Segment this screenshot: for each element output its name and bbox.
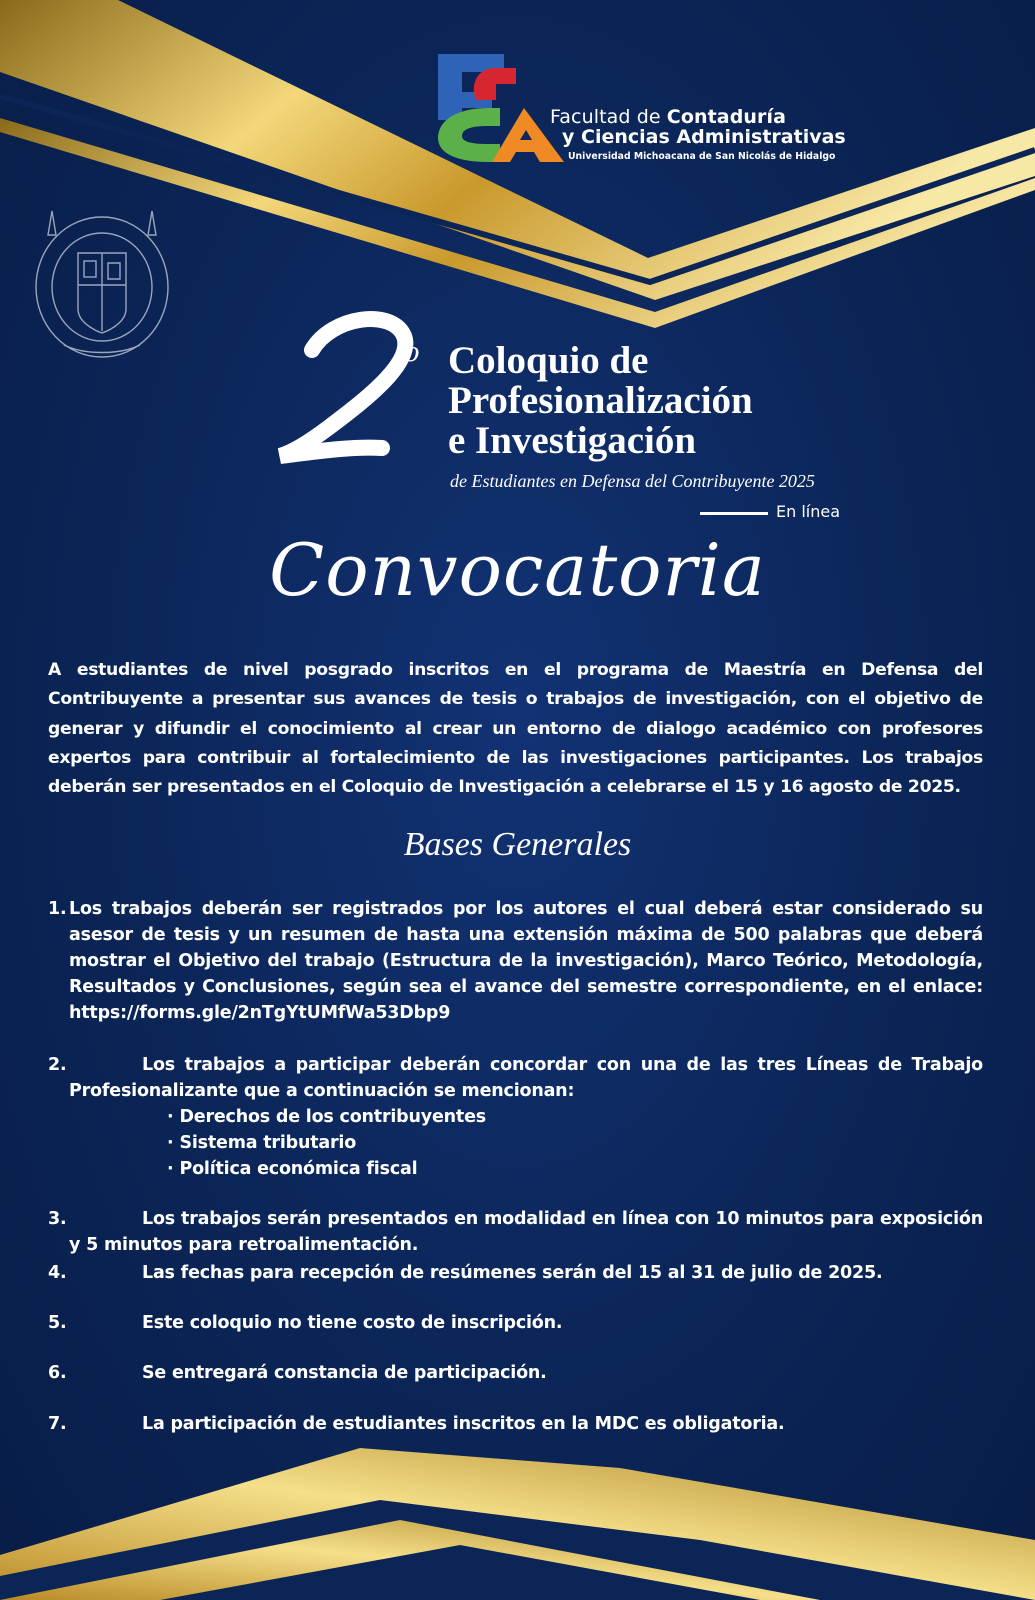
- university-name: Universidad Michoacana de San Nicolás de Hidalgo: [568, 151, 836, 162]
- divider: [700, 512, 768, 515]
- list-item: 1. Los trabajos deberán ser registrados por los autores el cual deberá estar considerado su asesor de tesis y un resumen de hasta una extensión máxima de 500 palabras que deberá mostrar el Objetivo del trabajo (Estructura de la investigación), Marco Teórico, Metodología, Resultados y Conclusiones, según sea el avance del semestre correspondiente, en el enlace: https://forms.gle/2nTgYtUMfWa53Dbp9: [48, 896, 983, 1026]
- section-title: Bases Generales: [403, 826, 632, 863]
- work-lines-list: [167, 1104, 983, 1182]
- fcca-logo-icon: [436, 52, 564, 164]
- list-item-text: Se entregará constancia de participación.: [142, 1363, 547, 1383]
- page-title: Convocatoria: [269, 528, 766, 612]
- work-line: · Sistema tributario: [167, 1130, 983, 1156]
- event-subtitle: de Estudiantes en Defensa del Contribuyente 2025: [450, 471, 815, 491]
- faculty-name-line2: y Ciencias Administrativas: [562, 126, 846, 148]
- modality-label: En línea: [776, 502, 841, 521]
- event-title-line2: Profesionalización: [448, 379, 753, 422]
- ordinal-indicator: o: [404, 338, 420, 368]
- work-line: · Derechos de los contribuyentes: [167, 1104, 983, 1130]
- list-item: 3. Los trabajos serán presentados en modalidad en línea con 10 minutos para exposición y 5 minutos para retroalimentación.: [48, 1209, 983, 1255]
- faculty-name-line1: Facultad de Contaduría: [550, 106, 787, 128]
- list-item-text: Los trabajos serán presentados en modalidad en línea con 10 minutos para exposición y 5 minutos para retroalimentación.: [69, 1209, 983, 1255]
- list-item-text: Los trabajos deberán ser registrados por los autores el cual deberá estar considerado su asesor de tesis y un resumen de hasta una extensión máxima de 500 palabras que deberá mostrar el Objetivo del trabajo (Estructura de la investigación), Marco Teórico, Metodología, Resultados y Conclusiones, según sea el avance del semestre correspondiente, en el enlace: https://forms.gle/2nTgYtUMfWa53Dbp9: [69, 899, 983, 1023]
- work-line: · Política económica fiscal: [167, 1156, 983, 1182]
- university-seal-icon: [28, 205, 176, 363]
- poster: Facultad de Contaduría y Ciencias Administrativas Universidad Michoacana de San Nicolás de Hidalgo o Coloquio de Profesionalización e Investigación de Estudiantes en Defensa del Contribuyente 2025 En línea Convocatoria A estudiantes de nivel posgrado inscritos en el programa de Maestría en Defensa del Contribuyente a presentar sus avances de tesis o trabajos de investigación, con el objetivo de generar y difundir el conocimiento al crear un entorno de dialogo académico con profesores expertos para contribuir al fortalecimiento de las investigaciones participantes. Los trabajos deberán ser presentados en el Coloquio de Investigación a celebrarse el 15 y 16 agosto de 2025. Bases Generales 1. Los trabajos deberán ser registrados por los autores el cual deberá estar considerado su asesor de tesis y un resumen de hasta una extensión máxima de 500 palabras que deberá mostrar el Objetivo del trabajo (Estructura de la investigación), Marco Teórico, Metodología, Resultados y Conclusiones, según sea el avance del semestre correspondiente, en el enlace: https://forms.gle/2nTgYtUMfWa53Dbp9 2. Los trabajos a participar deberán concordar con una de las tres Líneas de Trabajo Profesionalizante que a continuación se mencionan: · Derechos de los contribuyentes · Sistema tributario · Política económica fiscal 3. Los trabajos serán presentados en modalidad en línea con 10 minutos para exposición y 5 minutos para retroalimentación. 4. Las fechas para recepción de resúmenes serán del 15 al 31 de julio de 2025. 5. Este coloquio no tiene costo de inscripción. 6. Se entregará constancia de participación. 7. La participación de estudiantes inscritos en la MDC es obligatoria.: [0, 0, 1035, 1600]
- event-title-line1: Coloquio de: [448, 339, 649, 382]
- edition-number-graphic: [272, 306, 432, 466]
- list-item: 2. Los trabajos a participar deberán concordar con una de las tres Líneas de Trabajo Profesionalizante que a continuación se mencionan: · Derechos de los contribuyentes · Sistema tributario · Política económica fiscal: [48, 1052, 983, 1182]
- list-item-text: Las fechas para recepción de resúmenes serán del 15 al 31 de julio de 2025.: [142, 1263, 883, 1283]
- list-item-text: Los trabajos a participar deberán concordar con una de las tres Líneas de Trabajo Profesionalizante que a continuación se mencionan:: [69, 1055, 983, 1101]
- list-item-text: La participación de estudiantes inscritos en la MDC es obligatoria.: [142, 1414, 785, 1434]
- intro-paragraph: A estudiantes de nivel posgrado inscritos en el programa de Maestría en Defensa del Contribuyente a presentar sus avances de tesis o trabajos de investigación, con el objetivo de generar y difundir el conocimiento al crear un entorno de dialogo académico con profesores expertos para contribuir al fortalecimiento de las investigaciones participantes. Los trabajos deberán ser presentados en el Coloquio de Investigación a celebrarse el 15 y 16 agosto de 2025.: [48, 660, 983, 798]
- list-item-text: Este coloquio no tiene costo de inscripción.: [142, 1313, 563, 1333]
- event-title-line3: e Investigación: [448, 419, 697, 462]
